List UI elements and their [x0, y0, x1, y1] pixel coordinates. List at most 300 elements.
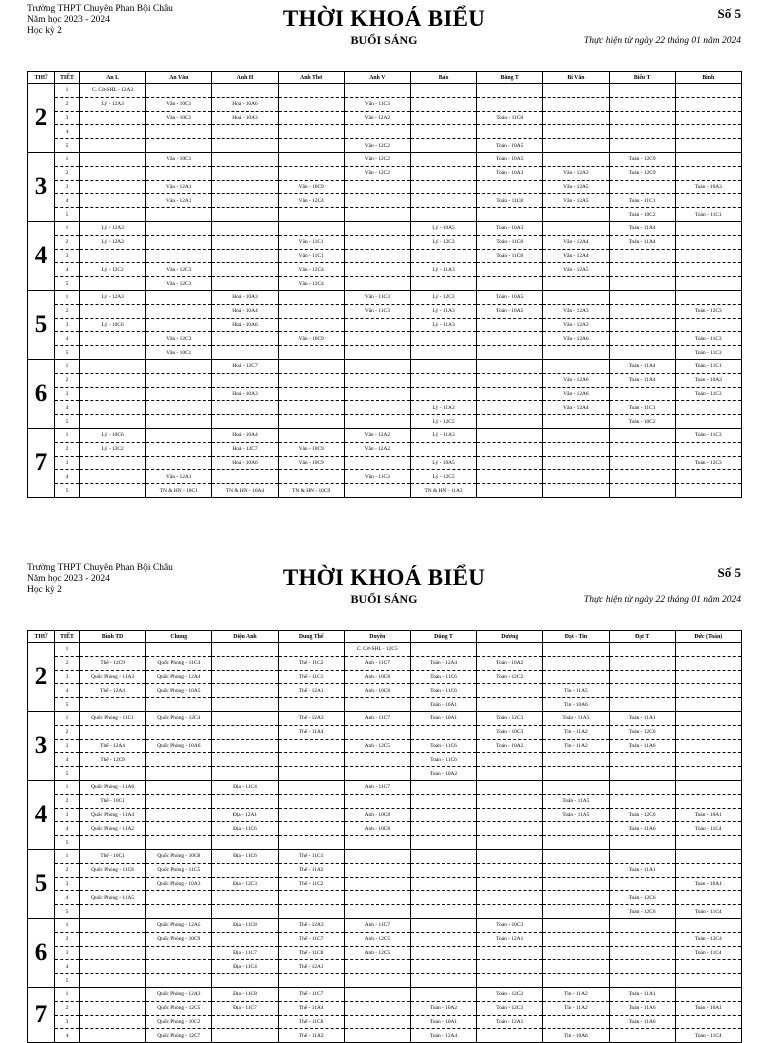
lesson-cell	[609, 290, 675, 304]
lesson-cell	[278, 221, 344, 235]
sheet-number: Số 5	[717, 6, 741, 21]
period-cell: 4	[55, 1029, 80, 1043]
lesson-cell: Thể - 11C1	[278, 849, 344, 863]
lesson-cell: Toán - 11C4	[675, 822, 741, 836]
lesson-cell	[477, 332, 543, 346]
lesson-cell	[543, 918, 609, 932]
lesson-cell: Văn - 10C1	[146, 97, 212, 111]
lesson-cell: Văn - 12A6	[543, 332, 609, 346]
lesson-cell: Lý - 12C2	[80, 263, 146, 277]
lesson-cell	[543, 849, 609, 863]
lesson-cell	[477, 442, 543, 456]
table-row	[28, 263, 742, 277]
lesson-cell: Quốc Phòng - 11A3	[80, 670, 146, 684]
lesson-cell	[212, 166, 278, 180]
lesson-cell	[477, 863, 543, 877]
lesson-cell	[212, 767, 278, 781]
session-label: BUỔI SÁNG	[350, 33, 418, 47]
lesson-cell	[344, 249, 410, 263]
lesson-cell	[278, 698, 344, 712]
lesson-cell	[609, 456, 675, 470]
period-cell: 2	[55, 235, 80, 249]
table-row	[28, 863, 742, 877]
lesson-cell	[146, 235, 212, 249]
lesson-cell	[344, 346, 410, 360]
lesson-cell	[477, 125, 543, 139]
lesson-cell	[543, 415, 609, 429]
lesson-cell	[477, 359, 543, 373]
lesson-cell	[278, 318, 344, 332]
period-cell: 4	[55, 125, 80, 139]
lesson-cell: Tin - 11A2	[543, 987, 609, 1001]
lesson-cell	[344, 125, 410, 139]
period-cell: 1	[55, 221, 80, 235]
lesson-cell	[477, 946, 543, 960]
lesson-cell	[609, 780, 675, 794]
lesson-cell	[675, 643, 741, 657]
lesson-cell: Văn - 10C9	[278, 442, 344, 456]
lesson-cell: Toán - 12C6	[609, 905, 675, 919]
period-cell: 5	[55, 767, 80, 781]
lesson-cell	[477, 836, 543, 850]
lesson-cell: Địa - 11C7	[212, 1001, 278, 1015]
lesson-cell: Văn - 11C3	[344, 470, 410, 484]
lesson-cell: Quốc Phòng - 12C4	[146, 711, 212, 725]
table-row	[28, 739, 742, 753]
lesson-cell	[146, 822, 212, 836]
lesson-cell	[410, 960, 476, 974]
lesson-cell	[212, 373, 278, 387]
lesson-cell	[80, 373, 146, 387]
day-cell: 5	[28, 849, 55, 918]
lesson-cell: Toán - 10C2	[609, 415, 675, 429]
table-row	[28, 767, 742, 781]
lesson-cell	[146, 946, 212, 960]
lesson-cell	[543, 780, 609, 794]
table-row	[28, 905, 742, 919]
lesson-cell: Thể - 11C2	[278, 877, 344, 891]
lesson-cell	[344, 373, 410, 387]
table-row	[28, 456, 742, 470]
lesson-cell: Quốc Phòng - 11C5	[146, 863, 212, 877]
lesson-cell	[212, 249, 278, 263]
table-row	[28, 249, 742, 263]
lesson-cell	[278, 794, 344, 808]
period-cell: 4	[55, 332, 80, 346]
table-row	[28, 974, 742, 988]
lesson-cell: Toán - 10C3	[477, 725, 543, 739]
lesson-cell	[344, 974, 410, 988]
lesson-cell: Quốc Phòng - 12A5	[146, 918, 212, 932]
lesson-cell: Toán - 11A4	[609, 235, 675, 249]
period-cell: 4	[55, 401, 80, 415]
lesson-cell	[675, 739, 741, 753]
lesson-cell: Quốc Phòng - 10C2	[146, 1015, 212, 1029]
period-cell: 1	[55, 711, 80, 725]
table-row	[28, 1015, 742, 1029]
lesson-cell	[212, 725, 278, 739]
timetable-title: THỜI KHOÁ BIỂU	[282, 565, 486, 590]
lesson-cell	[278, 415, 344, 429]
lesson-cell	[80, 725, 146, 739]
lesson-cell	[212, 670, 278, 684]
lesson-cell: Toán - 12A4	[410, 1029, 476, 1043]
period-cell: 3	[55, 387, 80, 401]
table-row	[28, 415, 742, 429]
lesson-cell	[80, 401, 146, 415]
lesson-cell	[543, 822, 609, 836]
lesson-cell: Địa - 12C3	[212, 877, 278, 891]
column-header: Chung	[146, 631, 212, 643]
lesson-cell	[146, 780, 212, 794]
lesson-cell	[80, 987, 146, 1001]
lesson-cell	[80, 152, 146, 166]
period-cell: 5	[55, 208, 80, 222]
lesson-cell	[80, 484, 146, 498]
lesson-cell	[278, 905, 344, 919]
lesson-cell	[212, 932, 278, 946]
lesson-cell	[212, 974, 278, 988]
lesson-cell	[410, 97, 476, 111]
lesson-cell	[543, 221, 609, 235]
lesson-cell	[146, 698, 212, 712]
lesson-cell	[278, 139, 344, 153]
lesson-cell: Toán - 10A3	[675, 373, 741, 387]
lesson-cell	[80, 180, 146, 194]
table-row	[28, 387, 742, 401]
lesson-cell: Thể - 12A1	[278, 684, 344, 698]
period-cell: 1	[55, 84, 80, 98]
table-row	[28, 139, 742, 153]
lesson-cell	[278, 111, 344, 125]
lesson-cell	[80, 304, 146, 318]
lesson-cell	[344, 1015, 410, 1029]
period-cell: 5	[55, 277, 80, 291]
table-row	[28, 111, 742, 125]
lesson-cell	[278, 643, 344, 657]
lesson-cell: Lý - 12C3	[410, 290, 476, 304]
lesson-cell: Quốc Phòng - 10A5	[146, 684, 212, 698]
column-header: Đức (Toán)	[675, 631, 741, 643]
lesson-cell	[344, 415, 410, 429]
lesson-cell	[543, 277, 609, 291]
lesson-cell	[344, 401, 410, 415]
lesson-cell	[543, 932, 609, 946]
lesson-cell	[543, 974, 609, 988]
column-header: Anh Thơ	[278, 72, 344, 84]
lesson-cell	[278, 84, 344, 98]
lesson-cell	[278, 387, 344, 401]
lesson-cell	[675, 194, 741, 208]
lesson-cell: Văn - 12C4	[278, 194, 344, 208]
lesson-cell: Anh - 12C5	[344, 946, 410, 960]
lesson-cell: Thể - 11C8	[278, 1015, 344, 1029]
table-row	[28, 470, 742, 484]
lesson-cell: Toán - 11C8	[477, 249, 543, 263]
lesson-cell	[344, 863, 410, 877]
lesson-cell: TN & HN - 10C9	[278, 484, 344, 498]
lesson-cell	[80, 456, 146, 470]
lesson-cell	[609, 180, 675, 194]
lesson-cell	[410, 780, 476, 794]
lesson-cell	[675, 711, 741, 725]
lesson-cell	[410, 346, 476, 360]
lesson-cell	[609, 332, 675, 346]
lesson-cell	[609, 698, 675, 712]
period-cell: 3	[55, 249, 80, 263]
lesson-cell	[477, 698, 543, 712]
lesson-cell	[212, 863, 278, 877]
lesson-cell: Thể - 12A4	[80, 739, 146, 753]
lesson-cell: Quốc Phòng - 12A3	[146, 987, 212, 1001]
table-row	[28, 891, 742, 905]
lesson-cell: Toán - 11C6	[410, 753, 476, 767]
lesson-cell	[675, 753, 741, 767]
lesson-cell	[675, 97, 741, 111]
lesson-cell: Toán - 12C6	[609, 808, 675, 822]
lesson-cell	[80, 249, 146, 263]
column-header: Bình TD	[80, 631, 146, 643]
lesson-cell	[80, 1029, 146, 1043]
lesson-cell: Địa - 11C7	[212, 946, 278, 960]
lesson-cell: Văn - 12A4	[543, 249, 609, 263]
lesson-cell	[212, 84, 278, 98]
lesson-cell	[543, 442, 609, 456]
lesson-cell: Thể - 10C1	[80, 794, 146, 808]
lesson-cell: Anh - 11C7	[344, 780, 410, 794]
lesson-cell	[278, 152, 344, 166]
effective-date: Thực hiện từ ngày 22 tháng 01 năm 2024	[583, 595, 741, 605]
lesson-cell: Lý - 12A3	[80, 290, 146, 304]
lesson-cell	[675, 318, 741, 332]
lesson-cell: Toán - 11C1	[609, 194, 675, 208]
lesson-cell	[212, 891, 278, 905]
lesson-cell	[146, 139, 212, 153]
table-row	[28, 656, 742, 670]
lesson-cell: Văn - 12A5	[543, 263, 609, 277]
period-cell: 1	[55, 290, 80, 304]
period-cell: 4	[55, 822, 80, 836]
lesson-cell	[80, 1001, 146, 1015]
lesson-cell	[675, 152, 741, 166]
table-row	[28, 332, 742, 346]
lesson-cell	[410, 643, 476, 657]
lesson-cell	[410, 194, 476, 208]
day-cell: 7	[28, 987, 55, 1042]
lesson-cell	[80, 277, 146, 291]
lesson-cell: Văn - 12A6	[543, 373, 609, 387]
lesson-cell	[344, 960, 410, 974]
lesson-cell: Văn - 10C9	[278, 456, 344, 470]
lesson-cell	[146, 401, 212, 415]
column-header: Đạt T	[609, 631, 675, 643]
column-header: Bằng T	[477, 72, 543, 84]
lesson-cell	[675, 221, 741, 235]
lesson-cell	[675, 235, 741, 249]
lesson-cell	[344, 221, 410, 235]
table-row	[28, 822, 742, 836]
period-cell: 5	[55, 415, 80, 429]
lesson-cell: Toán - 10A1	[675, 1001, 741, 1015]
period-cell: 2	[55, 932, 80, 946]
lesson-cell	[278, 753, 344, 767]
lesson-cell	[410, 905, 476, 919]
table-row	[28, 836, 742, 850]
period-cell: 1	[55, 359, 80, 373]
lesson-cell	[543, 359, 609, 373]
lesson-cell: Thể - 11C8	[278, 946, 344, 960]
lesson-cell	[212, 753, 278, 767]
lesson-cell: Thể - 11A4	[278, 725, 344, 739]
lesson-cell	[80, 918, 146, 932]
lesson-cell	[278, 373, 344, 387]
lesson-cell	[344, 208, 410, 222]
lesson-cell	[212, 346, 278, 360]
lesson-cell	[410, 863, 476, 877]
lesson-cell: Văn - 12A2	[344, 111, 410, 125]
lesson-cell	[344, 84, 410, 98]
lesson-cell	[410, 332, 476, 346]
lesson-cell	[80, 643, 146, 657]
table-row	[28, 180, 742, 194]
lesson-cell	[609, 684, 675, 698]
lesson-cell	[80, 359, 146, 373]
lesson-cell	[212, 208, 278, 222]
lesson-cell: Lý - 12C2	[80, 442, 146, 456]
lesson-cell: Toán - 11C3	[675, 346, 741, 360]
lesson-cell	[477, 97, 543, 111]
period-cell: 2	[55, 863, 80, 877]
lesson-cell	[146, 753, 212, 767]
lesson-cell	[278, 767, 344, 781]
lesson-cell	[80, 905, 146, 919]
lesson-cell	[410, 877, 476, 891]
lesson-cell	[609, 753, 675, 767]
lesson-cell: Văn - 10C1	[146, 152, 212, 166]
lesson-cell: Thể - 12A3	[278, 918, 344, 932]
lesson-cell: Anh - 11C7	[344, 918, 410, 932]
lesson-cell	[146, 318, 212, 332]
lesson-cell	[543, 84, 609, 98]
lesson-cell: Văn - 12A5	[543, 180, 609, 194]
period-cell: 2	[55, 373, 80, 387]
table-row	[28, 780, 742, 794]
lesson-cell	[477, 470, 543, 484]
lesson-cell	[278, 401, 344, 415]
lesson-cell	[609, 277, 675, 291]
lesson-cell	[212, 905, 278, 919]
lesson-cell: Tin - 11A5	[543, 684, 609, 698]
lesson-cell	[609, 960, 675, 974]
period-cell: 4	[55, 891, 80, 905]
table-row	[28, 946, 742, 960]
lesson-cell: Toán - 12C6	[609, 725, 675, 739]
lesson-cell: Toán - 11C8	[477, 194, 543, 208]
lesson-cell	[675, 725, 741, 739]
period-cell: 1	[55, 780, 80, 794]
table-row	[28, 808, 742, 822]
lesson-cell: Quốc Phòng - 10C9	[146, 932, 212, 946]
lesson-cell	[675, 111, 741, 125]
period-cell: 3	[55, 1015, 80, 1029]
lesson-cell	[609, 442, 675, 456]
lesson-cell	[675, 780, 741, 794]
lesson-cell	[212, 139, 278, 153]
lesson-cell	[146, 974, 212, 988]
lesson-cell: Toán - 11A6	[609, 1001, 675, 1015]
lesson-cell	[212, 1015, 278, 1029]
lesson-cell: Địa - 11C4	[212, 780, 278, 794]
lesson-cell	[609, 918, 675, 932]
lesson-cell	[344, 987, 410, 1001]
lesson-cell: Quốc Phòng - 10A3	[146, 877, 212, 891]
lesson-cell	[344, 877, 410, 891]
lesson-cell	[344, 1001, 410, 1015]
sheet-header	[27, 4, 741, 71]
lesson-cell	[278, 97, 344, 111]
lesson-cell	[278, 739, 344, 753]
period-cell: 4	[55, 960, 80, 974]
lesson-cell	[212, 194, 278, 208]
period-cell: 2	[55, 166, 80, 180]
lesson-cell	[609, 836, 675, 850]
table-row	[28, 97, 742, 111]
lesson-cell: Toán - 11A5	[543, 711, 609, 725]
lesson-cell	[80, 208, 146, 222]
lesson-cell: Toán - 12C4	[675, 932, 741, 946]
lesson-cell: Quốc Phòng - 12C7	[146, 1029, 212, 1043]
lesson-cell	[146, 290, 212, 304]
lesson-cell: Toán - 11C3	[675, 332, 741, 346]
lesson-cell: C. Cờ-SHL - 12C5	[344, 643, 410, 657]
lesson-cell	[146, 304, 212, 318]
lesson-cell	[609, 125, 675, 139]
lesson-cell	[543, 208, 609, 222]
lesson-cell	[543, 346, 609, 360]
lesson-cell	[477, 767, 543, 781]
lesson-cell	[543, 960, 609, 974]
school-name: Trường THPT Chuyên Phan Bội Châu	[27, 4, 173, 14]
lesson-cell: Anh - 11C7	[344, 711, 410, 725]
lesson-cell: Thể - 12C9	[80, 753, 146, 767]
lesson-cell: Văn - 10C9	[278, 180, 344, 194]
lesson-cell: Toán - 12C9	[609, 152, 675, 166]
lesson-cell	[410, 125, 476, 139]
lesson-cell	[609, 767, 675, 781]
lesson-cell	[146, 428, 212, 442]
lesson-cell: Anh - 10C8	[344, 822, 410, 836]
lesson-cell	[146, 836, 212, 850]
lesson-cell	[675, 263, 741, 277]
column-header: TIẾT	[55, 631, 80, 643]
lesson-cell	[477, 753, 543, 767]
lesson-cell: Thể - 11C7	[278, 987, 344, 1001]
lesson-cell: Lý - 10A5	[410, 456, 476, 470]
lesson-cell: Toán - 10A5	[477, 304, 543, 318]
table-row	[28, 725, 742, 739]
lesson-cell	[146, 456, 212, 470]
lesson-cell	[410, 918, 476, 932]
lesson-cell	[212, 643, 278, 657]
lesson-cell	[146, 84, 212, 98]
lesson-cell	[212, 401, 278, 415]
lesson-cell	[344, 387, 410, 401]
lesson-cell	[543, 1015, 609, 1029]
lesson-cell: Toán - 11A4	[609, 373, 675, 387]
lesson-cell	[344, 263, 410, 277]
lesson-cell: Toán - 11A1	[609, 987, 675, 1001]
lesson-cell	[477, 1029, 543, 1043]
